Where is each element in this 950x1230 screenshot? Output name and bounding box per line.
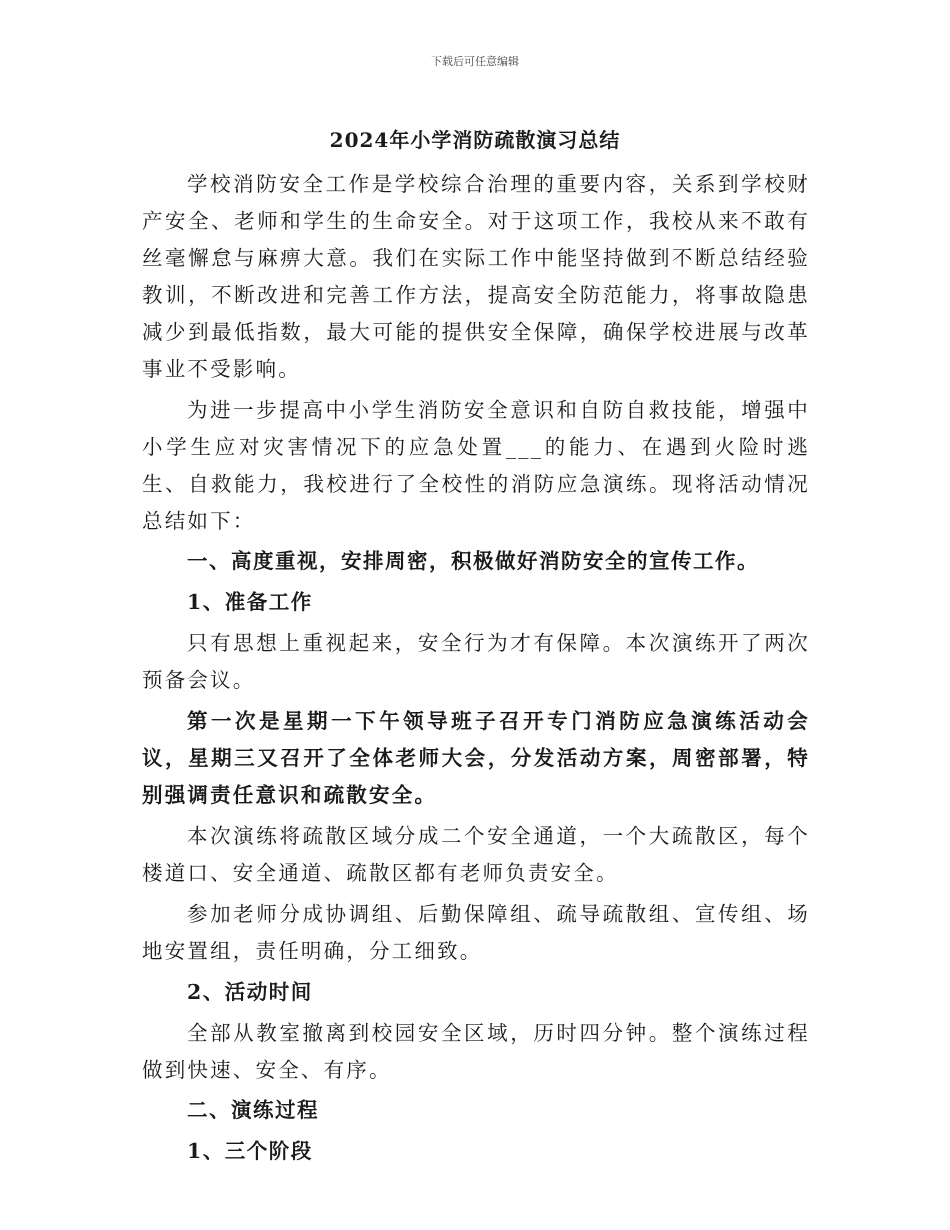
section-heading-1: 一、高度重视，安排周密，积极做好消防安全的宣传工作。 bbox=[187, 549, 759, 573]
subsection-heading-1-1: 1、准备工作 bbox=[187, 590, 313, 614]
paragraph-meetings: 第一次是星期一下午领导班子召开专门消防应急演练活动会议，星期三又召开了全体老师大会，分发活动方案，周密部署，特别强调责任意识和疏散安全。 bbox=[142, 709, 810, 807]
paragraph-preparation: 只有思想上重视起来，安全行为才有保障。本次演练开了两次预备会议。 bbox=[142, 631, 810, 692]
paragraph-evacuation-zones: 本次演练将疏散区域分成二个安全通道，一个大疏散区，每个楼道口、安全通道、疏散区都有老师负责安全。 bbox=[142, 824, 810, 885]
document-title: 2024年小学消防疏散演习总结 bbox=[329, 128, 621, 152]
paragraph-purpose: 为进一步提高中小学生消防安全意识和自防自救技能，增强中小学生应对灾害情况下的应急处置___的能力、在遇到火险时逃生、自救能力，我校进行了全校性的消防应急演练。现将活动情况总结如下： bbox=[142, 398, 810, 533]
section-heading-2: 二、演练过程 bbox=[187, 1098, 319, 1122]
paragraph-intro: 学校消防安全工作是学校综合治理的重要内容，关系到学校财产安全、老师和学生的生命安全。对于这项工作，我校从来不敢有丝毫懈怠与麻痹大意。我们在实际工作中能坚持做到不断总结经验教训，不断改进和完善工作方法，提高安全防范能力，将事故隐患减少到最低指数，最大可能的提供安全保障，确保学校进展与改革事业不受影响。 bbox=[142, 172, 810, 381]
header-note: 下载后可任意编辑 bbox=[431, 55, 519, 68]
paragraph-activity-time: 全部从教室撤离到校园安全区域，历时四分钟。整个演练过程做到快速、安全、有序。 bbox=[142, 1021, 810, 1082]
document-body bbox=[142, 166, 810, 1170]
subsection-heading-2-1: 1、三个阶段 bbox=[187, 1139, 313, 1163]
paragraph-teacher-groups: 参加老师分成协调组、后勤保障组、疏导疏散组、宣传组、场地安置组，责任明确，分工细致。 bbox=[142, 902, 810, 963]
subsection-heading-1-2: 2、活动时间 bbox=[187, 980, 313, 1004]
